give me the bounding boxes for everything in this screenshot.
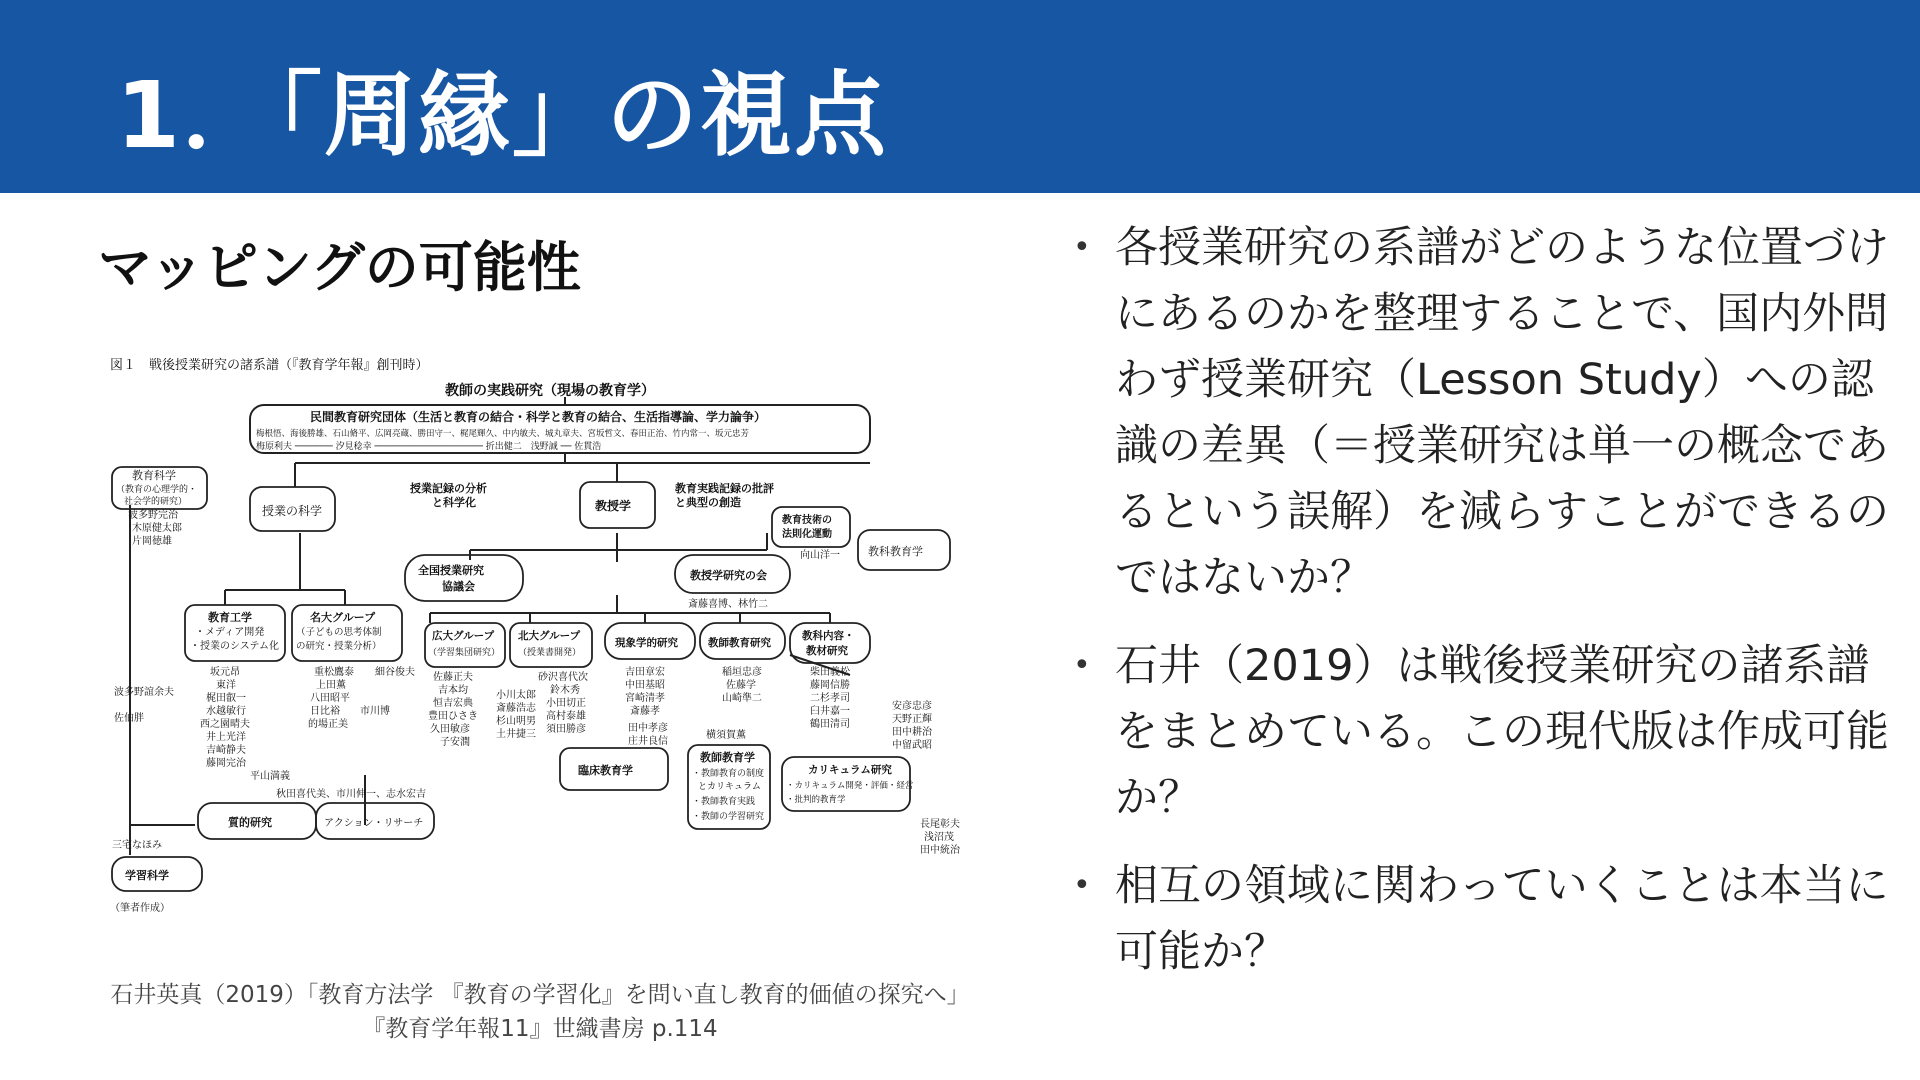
kogaku-name: 井上光洋 bbox=[206, 732, 246, 743]
hihyo-label2: と典型の創造 bbox=[675, 496, 741, 509]
bullet-item bbox=[1065, 633, 1905, 831]
kogaku-name: 西之園晴夫 bbox=[200, 719, 250, 730]
bullet-text: 相互の領域に関わっていくことは本当に可能か？ bbox=[1115, 861, 1889, 977]
bullet-item bbox=[1065, 853, 1905, 985]
hokudai-name: 斎藤浩志 bbox=[496, 703, 536, 714]
header-bar bbox=[0, 0, 1920, 193]
kyojugaku-kai-names: 斎藤喜博、林竹二 bbox=[688, 599, 768, 610]
kyoka-naiyo-label1: 教科内容・ bbox=[802, 630, 855, 642]
right-names bbox=[892, 699, 933, 751]
kyoshi-kyoiku-name: 佐藤学 bbox=[726, 680, 756, 691]
curriculum-name: 長尾彰夫 bbox=[920, 819, 960, 830]
kogaku-label3: ・授業のシステム化 bbox=[190, 641, 279, 652]
hiroshima-name: 恒吉宏典 bbox=[433, 698, 473, 709]
kyoka-naiyo-box bbox=[790, 623, 870, 663]
minkan-names-2: 梅原利夫 ─────── 汐見稔幸 ──────────────────── 折出健二 浅野誠 ── 佐貫浩 bbox=[256, 442, 602, 452]
hokudai-name: 杉山明男 bbox=[496, 716, 536, 727]
bullet-dot: • bbox=[1073, 648, 1091, 683]
rinsho-label: 臨床教育学 bbox=[578, 764, 633, 777]
rinsho-name: 田中孝彦 bbox=[628, 723, 668, 734]
kyoka-naiyo-name: 二杉孝司 bbox=[810, 693, 850, 704]
top-label: 教師の実践研究（現場の教育学） bbox=[445, 383, 655, 399]
kyoka-naiyo-names bbox=[810, 665, 851, 730]
minkan-title: 民間教育研究団体（生活と教育の結合・科学と教育の結合、生活指導論、学力論争） bbox=[310, 410, 767, 424]
curriculum-label: カリキュラム研究 bbox=[808, 764, 892, 776]
kyoshi-kyoikugaku-label: 教師教育学 bbox=[700, 751, 755, 764]
slide-title: 1．「周縁」の視点 bbox=[116, 62, 889, 169]
kyojugaku-kai-label: 教授学研究の会 bbox=[690, 569, 767, 582]
hiroshima-names bbox=[428, 670, 478, 748]
minkan-names: 梅根悟、海後勝雄、石山脩平、広岡亮蔵、勝田守一、梶尾輝久、中内敏夫、城丸章夫、宮坂哲文、春田正治、竹内常一、坂元忠芳 bbox=[256, 429, 750, 439]
genshogaku-name: 斎藤孝 bbox=[630, 706, 660, 717]
kyoshi-kyoiku-name: 山崎準二 bbox=[722, 693, 762, 704]
kogaku-name: 梶田叡一 bbox=[206, 693, 246, 704]
kogaku-name: 坂元昂 bbox=[210, 667, 240, 678]
akita-names: 秋田喜代美、市川伸一、志水宏吉 bbox=[276, 789, 426, 800]
genshogaku-name: 中田基昭 bbox=[625, 680, 665, 691]
hokudai-name: 砂沢喜代次 bbox=[538, 672, 588, 683]
kyoka-naiyo-name: 臼井嘉一 bbox=[810, 706, 850, 717]
bunseki-label2: と科学化 bbox=[432, 496, 476, 509]
hiroshima-name: 豊田ひさき bbox=[428, 711, 478, 722]
hokudai-name: 小田切正 bbox=[546, 698, 586, 709]
hiroshima-label1: 広大グループ bbox=[432, 630, 495, 642]
kogaku-name: 吉崎静夫 bbox=[206, 745, 246, 756]
rinsho-name: 庄井良信 bbox=[628, 736, 668, 747]
curriculum-name: 田中統治 bbox=[920, 845, 960, 856]
curriculum-name: 浅沼茂 bbox=[924, 832, 954, 843]
kyoka-naiyo-name: 柴田義松 bbox=[810, 667, 850, 678]
zenkoku-label2: 協議会 bbox=[442, 580, 475, 593]
right-name: 天野正輝 bbox=[892, 714, 932, 725]
kogaku-names bbox=[200, 665, 250, 769]
kyoiku-kagaku-names1: 波多野完治 bbox=[128, 510, 178, 521]
meidai-label3: の研究・授業分析） bbox=[296, 641, 382, 652]
bullet-dot: • bbox=[1073, 868, 1091, 903]
meidai-name: 日比裕 bbox=[310, 706, 340, 717]
hiroshima-name: 子安潤 bbox=[440, 737, 470, 748]
genshogaku-name: 吉田章宏 bbox=[625, 667, 665, 678]
kyoka-naiyo-name: 鶴田清司 bbox=[810, 719, 850, 730]
hokudai-name: 高村泰雄 bbox=[546, 711, 586, 722]
kyoshi-kyoiku-names bbox=[722, 665, 762, 704]
meidai-names bbox=[308, 665, 415, 730]
kyoshi-kyoikugaku-item: ・教師教育の制度 bbox=[692, 769, 765, 779]
kogaku-name: 水越敏行 bbox=[206, 706, 246, 717]
hokudai-label2: （授業書開発） bbox=[518, 648, 582, 658]
hokudai-label1: 北大グループ bbox=[518, 630, 581, 642]
shitsuteki-label: 質的研究 bbox=[228, 816, 272, 829]
bullet-list bbox=[1065, 215, 1905, 1007]
kyoka-naiyo-name: 藤岡信勝 bbox=[810, 680, 850, 691]
meidai-label2: （子どもの思考体制 bbox=[296, 627, 382, 638]
curriculum-item: ・批判的教育学 bbox=[786, 795, 846, 805]
kyoka-naiyo-label2: 教材研究 bbox=[806, 645, 848, 657]
kyoshi-kyoikugaku-item: ・教師の学習研究 bbox=[692, 812, 765, 822]
genealogy-diagram bbox=[110, 355, 1010, 935]
hiroshima-label2: （学習集団研究） bbox=[428, 648, 501, 658]
kyoshi-kyoiku-label: 教師教育研究 bbox=[708, 637, 771, 649]
hokudai-names bbox=[496, 670, 588, 740]
curriculum-item: ・カリキュラム開発・評価・経営 bbox=[786, 781, 914, 791]
hihyo-label1: 教育実践記録の批評 bbox=[675, 482, 774, 495]
kogaku-name: 藤岡完治 bbox=[206, 758, 246, 769]
hosoku-label1: 教育技術の bbox=[782, 515, 832, 526]
section-subtitle: マッピングの可能性 bbox=[98, 236, 581, 299]
figure-caption bbox=[60, 978, 1020, 1046]
meidai-name: 市川博 bbox=[360, 706, 390, 717]
hiroshima-name: 吉本均 bbox=[438, 685, 468, 696]
right-name: 安彦忠彦 bbox=[892, 701, 932, 712]
caption-line-2: 『教育学年報11』世織書房 p.114 bbox=[362, 1016, 718, 1042]
hiroshima-name: 佐藤正夫 bbox=[433, 672, 473, 683]
kyoshi-kyoiku-name: 稲垣忠彦 bbox=[722, 667, 762, 678]
kyoshi-kyoikugaku-item: ・教師教育実践 bbox=[692, 797, 756, 807]
left-name: 佐伯胖 bbox=[114, 713, 144, 724]
genshogaku-names bbox=[625, 665, 665, 717]
hokudai-name: 須田勝彦 bbox=[546, 724, 586, 735]
zenkoku-box bbox=[405, 555, 523, 601]
meidai-name: 重松鷹泰 bbox=[314, 667, 354, 678]
hirayama-name: 平山満義 bbox=[250, 771, 290, 782]
kyoiku-kagaku-names2: 木原健太郎 bbox=[132, 523, 182, 534]
meidai-label1: 名大グループ bbox=[310, 611, 376, 624]
yokosuka-name: 横須賀薫 bbox=[706, 730, 746, 741]
kyoshi-kyoikugaku-items bbox=[692, 767, 764, 822]
kyoka-label: 教科教育学 bbox=[868, 545, 923, 558]
author-note: （筆者作成） bbox=[110, 903, 170, 914]
bullet-item bbox=[1065, 215, 1905, 611]
meidai-name: 上田薫 bbox=[316, 680, 346, 691]
hosoku-name: 向山洋一 bbox=[800, 550, 840, 561]
zenkoku-label1: 全国授業研究 bbox=[418, 564, 484, 577]
hosoku-box bbox=[772, 507, 850, 547]
left-name: 波多野誼余夫 bbox=[114, 687, 174, 698]
action-label: アクション・リサーチ bbox=[324, 818, 424, 829]
jugyo-kagaku-label: 授業の科学 bbox=[262, 504, 323, 518]
genshogaku-label: 現象学的研究 bbox=[615, 637, 678, 649]
meidai-name: 細谷俊夫 bbox=[375, 667, 415, 678]
hokudai-name: 土井捷三 bbox=[496, 729, 536, 740]
bullet-text: 石井（2019）は戦後授業研究の諸系譜をまとめている。この現代版は作成可能か？ bbox=[1115, 641, 1889, 823]
genshogaku-name: 宮崎清孝 bbox=[625, 693, 665, 704]
meidai-name: 八田昭平 bbox=[310, 693, 350, 704]
bunseki-label1: 授業記録の分析 bbox=[410, 482, 487, 495]
kogaku-label2: ・メディア開発 bbox=[195, 627, 265, 638]
genealogy-figure bbox=[110, 355, 1010, 935]
figure-label: 図１ 戦後授業研究の諸系譜（『教育学年報』創刊時） bbox=[110, 358, 429, 373]
meidai-name: 的場正美 bbox=[308, 719, 348, 730]
bullet-text: 各授業研究の系譜がどのような位置づけにあるのかを整理することで、国内外問わず授業研究（Lesson Study）への認識の差異（＝授業研究は単一の概念であるという誤解）を減らすことができるのではないか？ bbox=[1115, 223, 1889, 603]
kogaku-name: 東洋 bbox=[216, 680, 236, 691]
hiroshima-name: 久田敏彦 bbox=[430, 724, 470, 735]
kyoiku-kagaku-names3: 片岡徳雄 bbox=[132, 536, 172, 547]
kyoiku-kagaku-sub1: （教育の心理学的・ bbox=[116, 485, 198, 495]
kyoiku-kagaku-label: 教育科学 bbox=[132, 469, 176, 482]
kyoshi-kyoikugaku-item: とカリキュラム bbox=[698, 782, 761, 792]
kyojugaku-label: 教授学 bbox=[595, 499, 632, 513]
kyoiku-kagaku-sub2: 社会学的研究） bbox=[124, 497, 188, 507]
kogaku-label1: 教育工学 bbox=[208, 611, 252, 624]
hokudai-name: 小川太郎 bbox=[496, 690, 536, 701]
caption-line-1: 石井英真（2019）「教育方法学 『教育の学習化』を問い直し教育的価値の探究へ」 bbox=[110, 982, 970, 1008]
curriculum-names bbox=[920, 817, 961, 856]
gakushu-label: 学習科学 bbox=[125, 869, 169, 882]
hosoku-label2: 法則化運動 bbox=[782, 529, 832, 540]
right-name: 中留武昭 bbox=[892, 740, 932, 751]
miyake-name: 三宅なほみ bbox=[112, 840, 162, 851]
bullet-dot: • bbox=[1073, 230, 1091, 265]
hokudai-name: 鈴木秀 bbox=[550, 685, 580, 696]
right-name: 田中耕治 bbox=[892, 727, 932, 738]
